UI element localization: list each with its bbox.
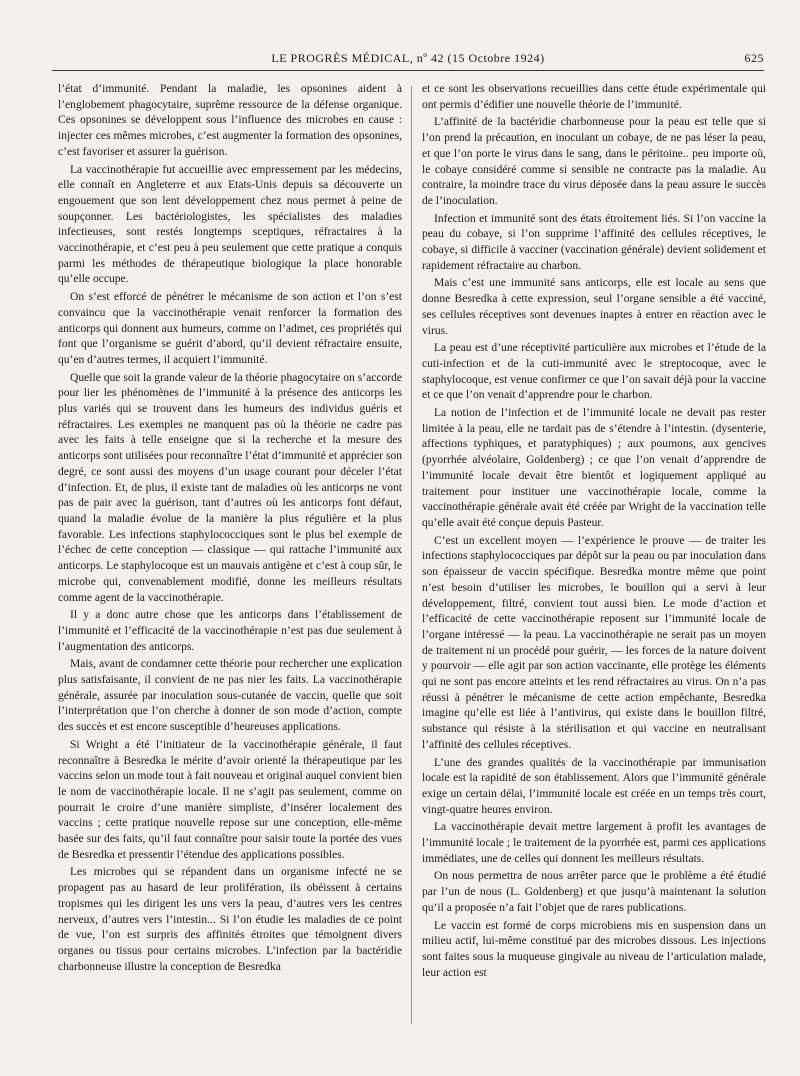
paragraph: Mais c’est une immunité sans anticorps, elle est locale au sens que donne Besredka à cette expression, seul l’organe sensible a été vacciné, ses cellules réceptives sont devenues inaptes à entrer en réaction avec le virus. (422, 277, 766, 337)
paragraph: Mais, avant de condamner cette théorie pour rechercher une explication plus satisfaisante, il convient de ne pas nier les faits. La vaccinothérapie générale, assurée par inoculation sous-cutanée de vaccin, quelle que soit l’interprétation que l’on cherche à donner de son mode d’action, compte des succès et est encore susceptible d’heureuses applications. (58, 658, 402, 734)
paragraph: Si Wright a été l’initiateur de la vaccinothérapie générale, il faut reconnaître à Besredka le mérite d’avoir orienté la thérapeutique par les vaccins selon un mode tout à fait nouveau et original auquel convient bien le nom de vaccinothérapie locale. Il ne s’agit pas seulement, comme on pourrait le croire d’une manière simpliste, d’insérer localement des vaccins ; cette pratique nouvelle repose sur une conception, elle-même basée sur des faits, qu’il faut connaître pour saisir toute la portée des vues de Besredka et pressentir l’étendue des applications possibles. (58, 738, 402, 861)
journal-title: LE PROGRÈS MÉDICAL, nº 42 (15 Octobre 1924) (271, 51, 545, 65)
paragraph: et ce sont les observations recueillies dans cette étude expérimentale qui ont permis d’édifier une nouvelle théorie de l’immunité. (422, 83, 766, 111)
column-divider (411, 86, 412, 1024)
running-header (52, 48, 764, 71)
paragraph: C’est un excellent moyen — l’expérience le prouve — de traiter les infections staphylococciques par dépôt sur la peau ou par inoculation dans son épaisseur de vaccin spécifique. Besredka montre même que point n’est besoin d’utiliser les microbes, le bouillon qui a servi à leur développement, filtré, convient tout aussi bien. Le mode d’action et l’efficacité de cette vaccinothérapie reposent sur l’immunité locale de l’organe intéressé — la peau. La vaccinothérapie ne serait pas un moyen de traitement ni un procédé pour guérir, — les forces de la nature doivent y pourvoir — elle agit par son action vaccinante, elle protège les éléments qui ne sont pas encore atteints et les rend réfractaires au virus. On n’a pas réussi à pénétrer le mécanisme de cette action empêchante, Besredka imagine qu’elle est liée à l’antivirus, qui existe dans le bouillon filtré, substance qui résiste à la stérilisation et qui vaccine en neutralisant l’affinité des cellules réceptives. (422, 534, 766, 751)
paragraph: Il y a donc autre chose que les anticorps dans l’établissement de l’immunité et l’efficacité de la vaccinothérapie n’est pas due seulement à l’augmentation des anticorps. (58, 609, 402, 653)
paragraph: l’état d’immunité. Pendant la maladie, les opsonines aident à l’englobement phagocytaire, suprême ressource de la défense organique. Ces opsonines se développent sous l’influence des microbes en cause : injecter ces mêmes microbes, c’est augmenter la formation des opsonines, c’est favoriser et assurer la guérison. (58, 83, 402, 158)
paragraph: La vaccinothérapie devait mettre largement à profit les avantages de l’immunité locale ; le traitement de la pyorrhée est, parmi ces applications immédiates, une de celles qui donnent les meilleurs résultats. (422, 821, 766, 865)
paragraph: L’une des grandes qualités de la vaccinothérapie par immunisation locale est la rapidité de son établissement. Alors que l’immunité générale exige un certain délai, l’immunité locale est créée en un temps très court, vingt-quatre heures environ. (422, 756, 766, 816)
paragraph: On s’est efforcé de pénétrer le mécanisme de son action et l’on s’est convaincu que la vaccinothérapie venait renforcer la formation des anticorps qui donnent aux humeurs, comme on l’admet, ces propriétés qui font que l’organisme se guérit d’abord, qu’il devient réfractaire ensuite, qu’en d’autres termes, il acquiert l’immunité. (58, 291, 402, 366)
paragraph: La notion de l’infection et de l’immunité locale ne devait pas rester limitée à la peau, elle ne tardait pas de s’étendre à l’intestin. (dysenterie, affections typhiques, et paratyphiques) ; aux poumons, aux gencives (pyorrhée alvéolaire, Goldenberg) ; ce que l’on venait d’apprendre de l’immunité locale devait être bientôt et logiquement appliqué au traitement pour instituer une vaccinothérapie locale, comme la vaccinothérapie générale avait été créée par Wright de la vaccination telle qu’elle avait été conçue depuis Pasteur. (422, 407, 766, 529)
paragraph: Quelle que soit la grande valeur de la théorie phagocytaire on s’accorde pour lier les phénomènes de l’immunité à la présence des anticorps les plus variés qui se trouvent dans les humeurs des individus guéris et réfractaires. Les exemples ne manquent pas où la théorie ne cadre pas avec les faits à telle enseigne que si la recherche et la mesure des anticorps sont utilisées pour reconnaître l’état d’immunité et apprécier son degré, ce sont aussi des moyens d’un usage courant pour déceler l’état d’infection. Et, de plus, il existe tant de maladies où les anticorps ne vont pas de pair avec la guérison, tant d’autres où les anticorps font défaut, quand la maladie évolue de la manière la plus régulière et la plus favorable. Les infections staphylococciques sont le plus bel exemple de l’échec de cette conception — classique — qui rattache l’immunité aux anticorps. Le staphylocoque est un mauvais antigène et c’est à coup sûr, le microbe qui, convenablement modifié, donne les meilleurs résultats comme agent de la vaccinothérapie. (58, 371, 402, 604)
paragraph: Le vaccin est formé de corps microbiens mis en suspension dans un milieu actif, lui-même constitué par des microbes dissous. Les injections sont faites sous la muqueuse gingivale au niveau de l’articulation malade, leur action est (422, 919, 766, 979)
paragraph: On nous permettra de nous arrêter parce que le problème a été étudié par l’un de nous (L. Goldenberg) et que jusqu’à maintenant la solution qu’il a proposée n’a fait l’objet que de rares publications. (422, 870, 766, 914)
paragraph: La vaccinothérapie fut accueillie avec empressement par les médecins, elle connaît en Angleterre et aux Etats-Unis depuis sa découverte un engouement que son lent développement chez nous permet à peine de soupçonner. Les bactériologistes, les spécialistes des maladies infectieuses, sont restés longtemps sceptiques, réfractaires à la vaccinothérapie, et c’est peu à peu seulement que cette pratique a conquis parmi les méthodes de thérapeutique biologique la place honorable qu’elle occupe. (58, 163, 402, 286)
paragraph: La peau est d’une réceptivité particulière aux microbes et l’étude de la cuti-infection et de la cuti-immunité avec le streptocoque, avec le staphylocoque, est venue confirmer ce que l’on savait déjà pour la vaccine et ce que l’on venait d’apprendre pour le charbon. (422, 342, 766, 402)
paragraph: Infection et immunité sont des états étroitement liés. Si l’on vaccine la peau du cobaye, si l’on supprime l’affinité des cellules réceptives, le cobaye, si difficile à vacciner (vaccination générale) devient solidement et rapidement réfractaire au charbon. (422, 212, 766, 272)
paragraph: Les microbes qui se répandent dans un organisme infecté ne se propagent pas au hasard de leur prolifération, ils obéissent à certains tropismes qui les dirigent les uns vers la peau, d’autres vers les centres nerveux, d’autres vers l’intestin... Si l’on étudie les maladies de ce point de vue, l’on est surpris des affinités étroites que témoignent divers organes ou tissus pour certains microbes. L’infection par la bactéridie charbonneuse illustre la conception de Besredka (58, 866, 402, 973)
paragraph: L’affinité de la bactéridie charbonneuse pour la peau est telle que si l’on prend la précaution, en inoculant un cobaye, de ne pas léser la peau, et que l’on porte le virus dans le sang, dans le péritoine.. peu importe où, le cobaye considéré comme si sensible ne contracte pas la maladie. Au contraire, la moindre trace du virus déposée dans la peau assure le succès de l’inoculation. (422, 116, 766, 207)
right-column (422, 82, 766, 983)
left-column (58, 82, 402, 977)
page-number: 625 (744, 51, 764, 65)
